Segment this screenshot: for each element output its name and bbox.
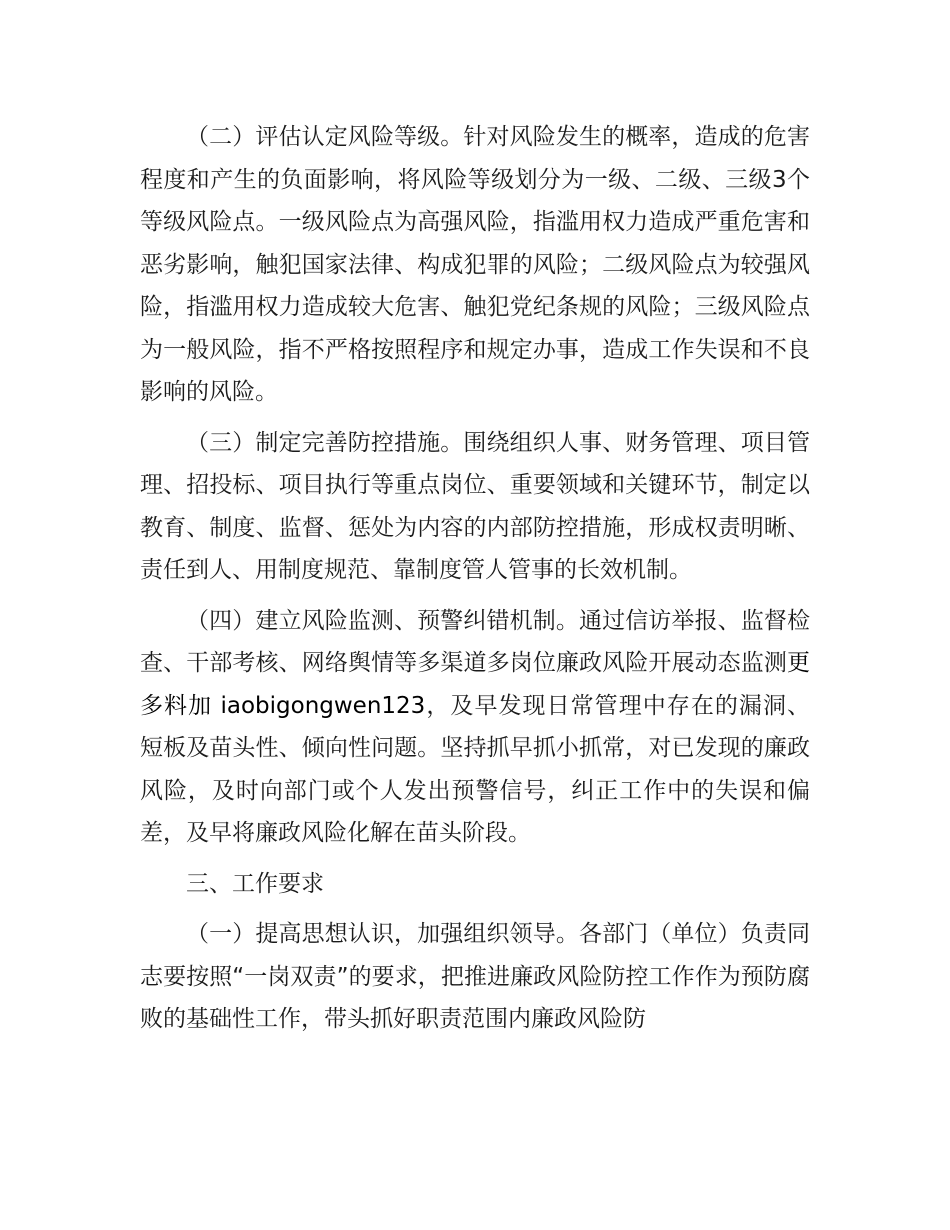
paragraph-organization-leadership: （一）提高思想认识，加强组织领导。各部门（单位）负责同志要按照“一岗双责”的要求，把推进廉政风险防控工作作为预防腐败的基础性工作，带头抓好职责范围内廉政风险防 [140, 921, 810, 1032]
section-heading-work-requirements: 三、工作要求 [186, 870, 324, 897]
paragraph-control-measures: （三）制定完善防控措施。围绕组织人事、财务管理、项目管理、招投标、项目执行等重点岗位、重要领域和关键环节，制定以教育、制度、监督、惩处为内容的内部防控措施，形成权责明晰、责任到人、用制度规范、靠制度管人管事的长效机制。 [140, 429, 810, 583]
paragraph-text-before: （四）建立风险监测、预警纠错机制。通过信访举报、监督检查、干部考核、网络舆情等多渠道多岗位廉政风险开展动态监测 [140, 607, 810, 676]
inline-promo-text: 更多料加 iaobigongwen123 [140, 650, 810, 719]
document-body [140, 116, 810, 1049]
paragraph-risk-level: （二）评估认定风险等级。针对风险发生的概率，造成的危害程度和产生的负面影响，将风险等级划分为一级、二级、三级3个等级风险点。一级风险点为高强风险，指滥用权力造成严重危害和恶劣影响，触犯国家法律、构成犯罪的风险；二级风险点为较强风险，指滥用权力造成较大危害、触犯党纪条规的风险；三级风险点为一般风险，指不严格按照程序和规定办事，造成工作失误和不良影响的风险。 [140, 124, 810, 405]
paragraph-text-after: ，及早发现日常管理中存在的漏洞、短板及苗头性、倾向性问题。坚持抓早抓小抓常，对已发现的廉政风险，及时向部门或个人发出预警信号，纠正工作中的失误和偏差，及早将廉政风险化解在苗头阶段。 [140, 692, 810, 846]
paragraph-risk-monitoring [140, 600, 810, 855]
